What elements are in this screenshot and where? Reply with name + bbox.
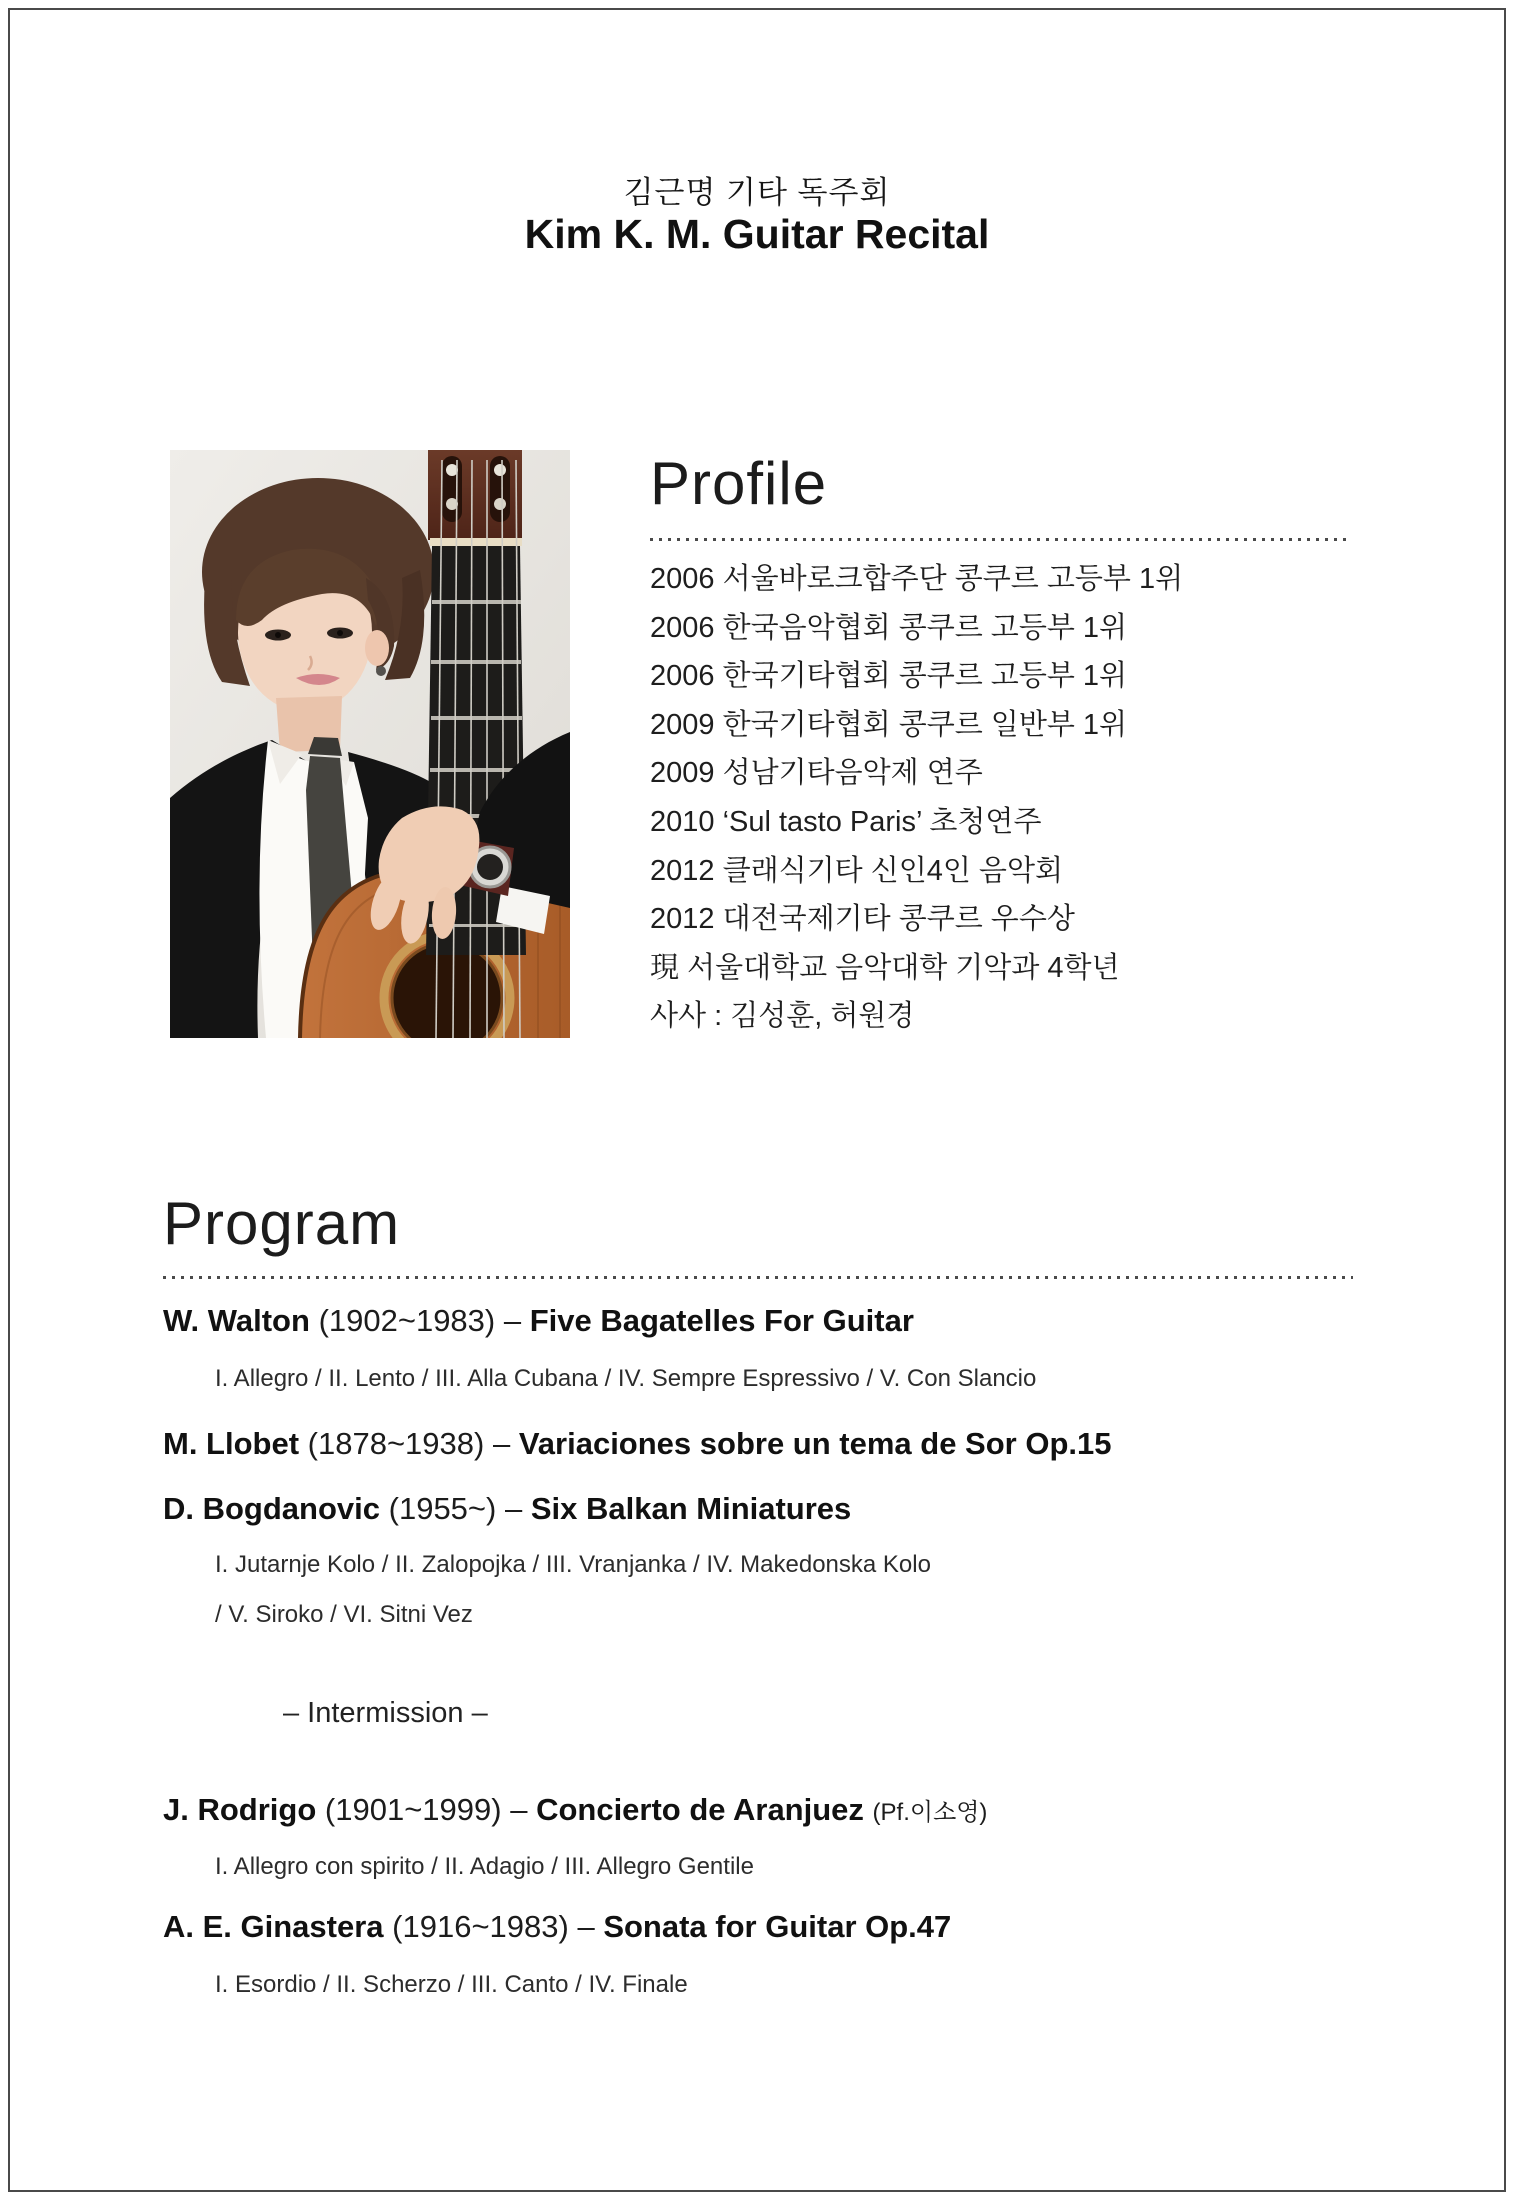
profile-divider (650, 538, 1350, 541)
performer-photo (170, 450, 570, 1038)
piece-dates: (1901~1999) – (324, 1792, 528, 1827)
piece-row (163, 1303, 914, 1339)
piece-composer: J. Rodrigo (163, 1792, 317, 1827)
profile-item: 2012 대전국제기타 콩쿠르 우수상 (650, 903, 1075, 936)
piece-composer: W. Walton (163, 1303, 310, 1338)
recital-title-korean: 김근명 기타 독주회 (623, 175, 891, 210)
piece-dates: (1878~1938) – (307, 1426, 511, 1461)
profile-item: 2012 클래식기타 신인4인 음악회 (650, 854, 1063, 887)
movement-line: I. Allegro con spirito / II. Adagio / III. Allegro Gentile (215, 1853, 754, 1880)
piece-row (163, 1426, 1112, 1462)
piece-title: Variaciones sobre un tema de Sor Op.15 (518, 1426, 1112, 1461)
profile-item: 2010 ‘Sul tasto Paris’ 초청연주 (650, 805, 1042, 838)
program-heading: Program (163, 1190, 401, 1257)
piece-title: Concierto de Aranjuez (536, 1792, 864, 1827)
piece-note: (Pf.이소영) (872, 1799, 988, 1826)
movement-line: I. Jutarnje Kolo / II. Zalopojka / III. Vranjanka / IV. Makedonska Kolo (215, 1551, 931, 1578)
piece-composer: A. E. Ginastera (163, 1909, 384, 1944)
piece-title: Six Balkan Miniatures (530, 1491, 852, 1526)
piece-dates: (1902~1983) – (318, 1303, 522, 1338)
movement-line: I. Esordio / II. Scherzo / III. Canto / IV. Finale (215, 1971, 688, 1998)
piece-dates: (1916~1983) – (392, 1909, 595, 1944)
piece-composer: M. Llobet (163, 1426, 300, 1461)
piece-title: Five Bagatelles For Guitar (529, 1303, 914, 1338)
profile-item: 2006 서울바로크합주단 콩쿠르 고등부 1위 (650, 563, 1184, 595)
profile-list (650, 555, 1350, 1041)
piece-row (163, 1491, 851, 1527)
movement-line: I. Allegro / II. Lento / III. Alla Cubana / IV. Sempre Espressivo / V. Con Slancio (215, 1365, 1037, 1392)
performer-photo-illustration (170, 450, 570, 1038)
profile-item: 2009 한국기타협회 콩쿠르 일반부 1위 (650, 708, 1128, 741)
profile-item: 사사 : 김성훈, 허원경 (650, 1000, 915, 1033)
profile-heading: Profile (650, 450, 828, 517)
piece-title: Sonata for Guitar Op.47 (603, 1909, 952, 1944)
profile-item: 2006 한국음악협회 콩쿠르 고등부 1위 (650, 611, 1128, 644)
recital-title-english: Kim K. M. Guitar Recital (524, 211, 990, 257)
profile-item: 現 서울대학교 음악대학 기악과 4학년 (650, 951, 1120, 984)
piece-dates: (1955~) – (388, 1491, 523, 1526)
program-list (163, 1295, 1443, 2125)
piece-row (163, 1909, 951, 1945)
intermission-label: – Intermission – (283, 1697, 488, 1729)
piece-row (163, 1792, 987, 1828)
profile-item: 2006 한국기타협회 콩쿠르 고등부 1위 (650, 660, 1128, 693)
movement-line: / V. Siroko / VI. Sitni Vez (215, 1601, 473, 1628)
program-divider (163, 1276, 1353, 1279)
program-section (163, 1192, 1353, 1279)
piece-composer: D. Bogdanovic (163, 1491, 381, 1526)
profile-section (650, 452, 1350, 1041)
profile-item: 2009 성남기타음악제 연주 (650, 757, 983, 790)
